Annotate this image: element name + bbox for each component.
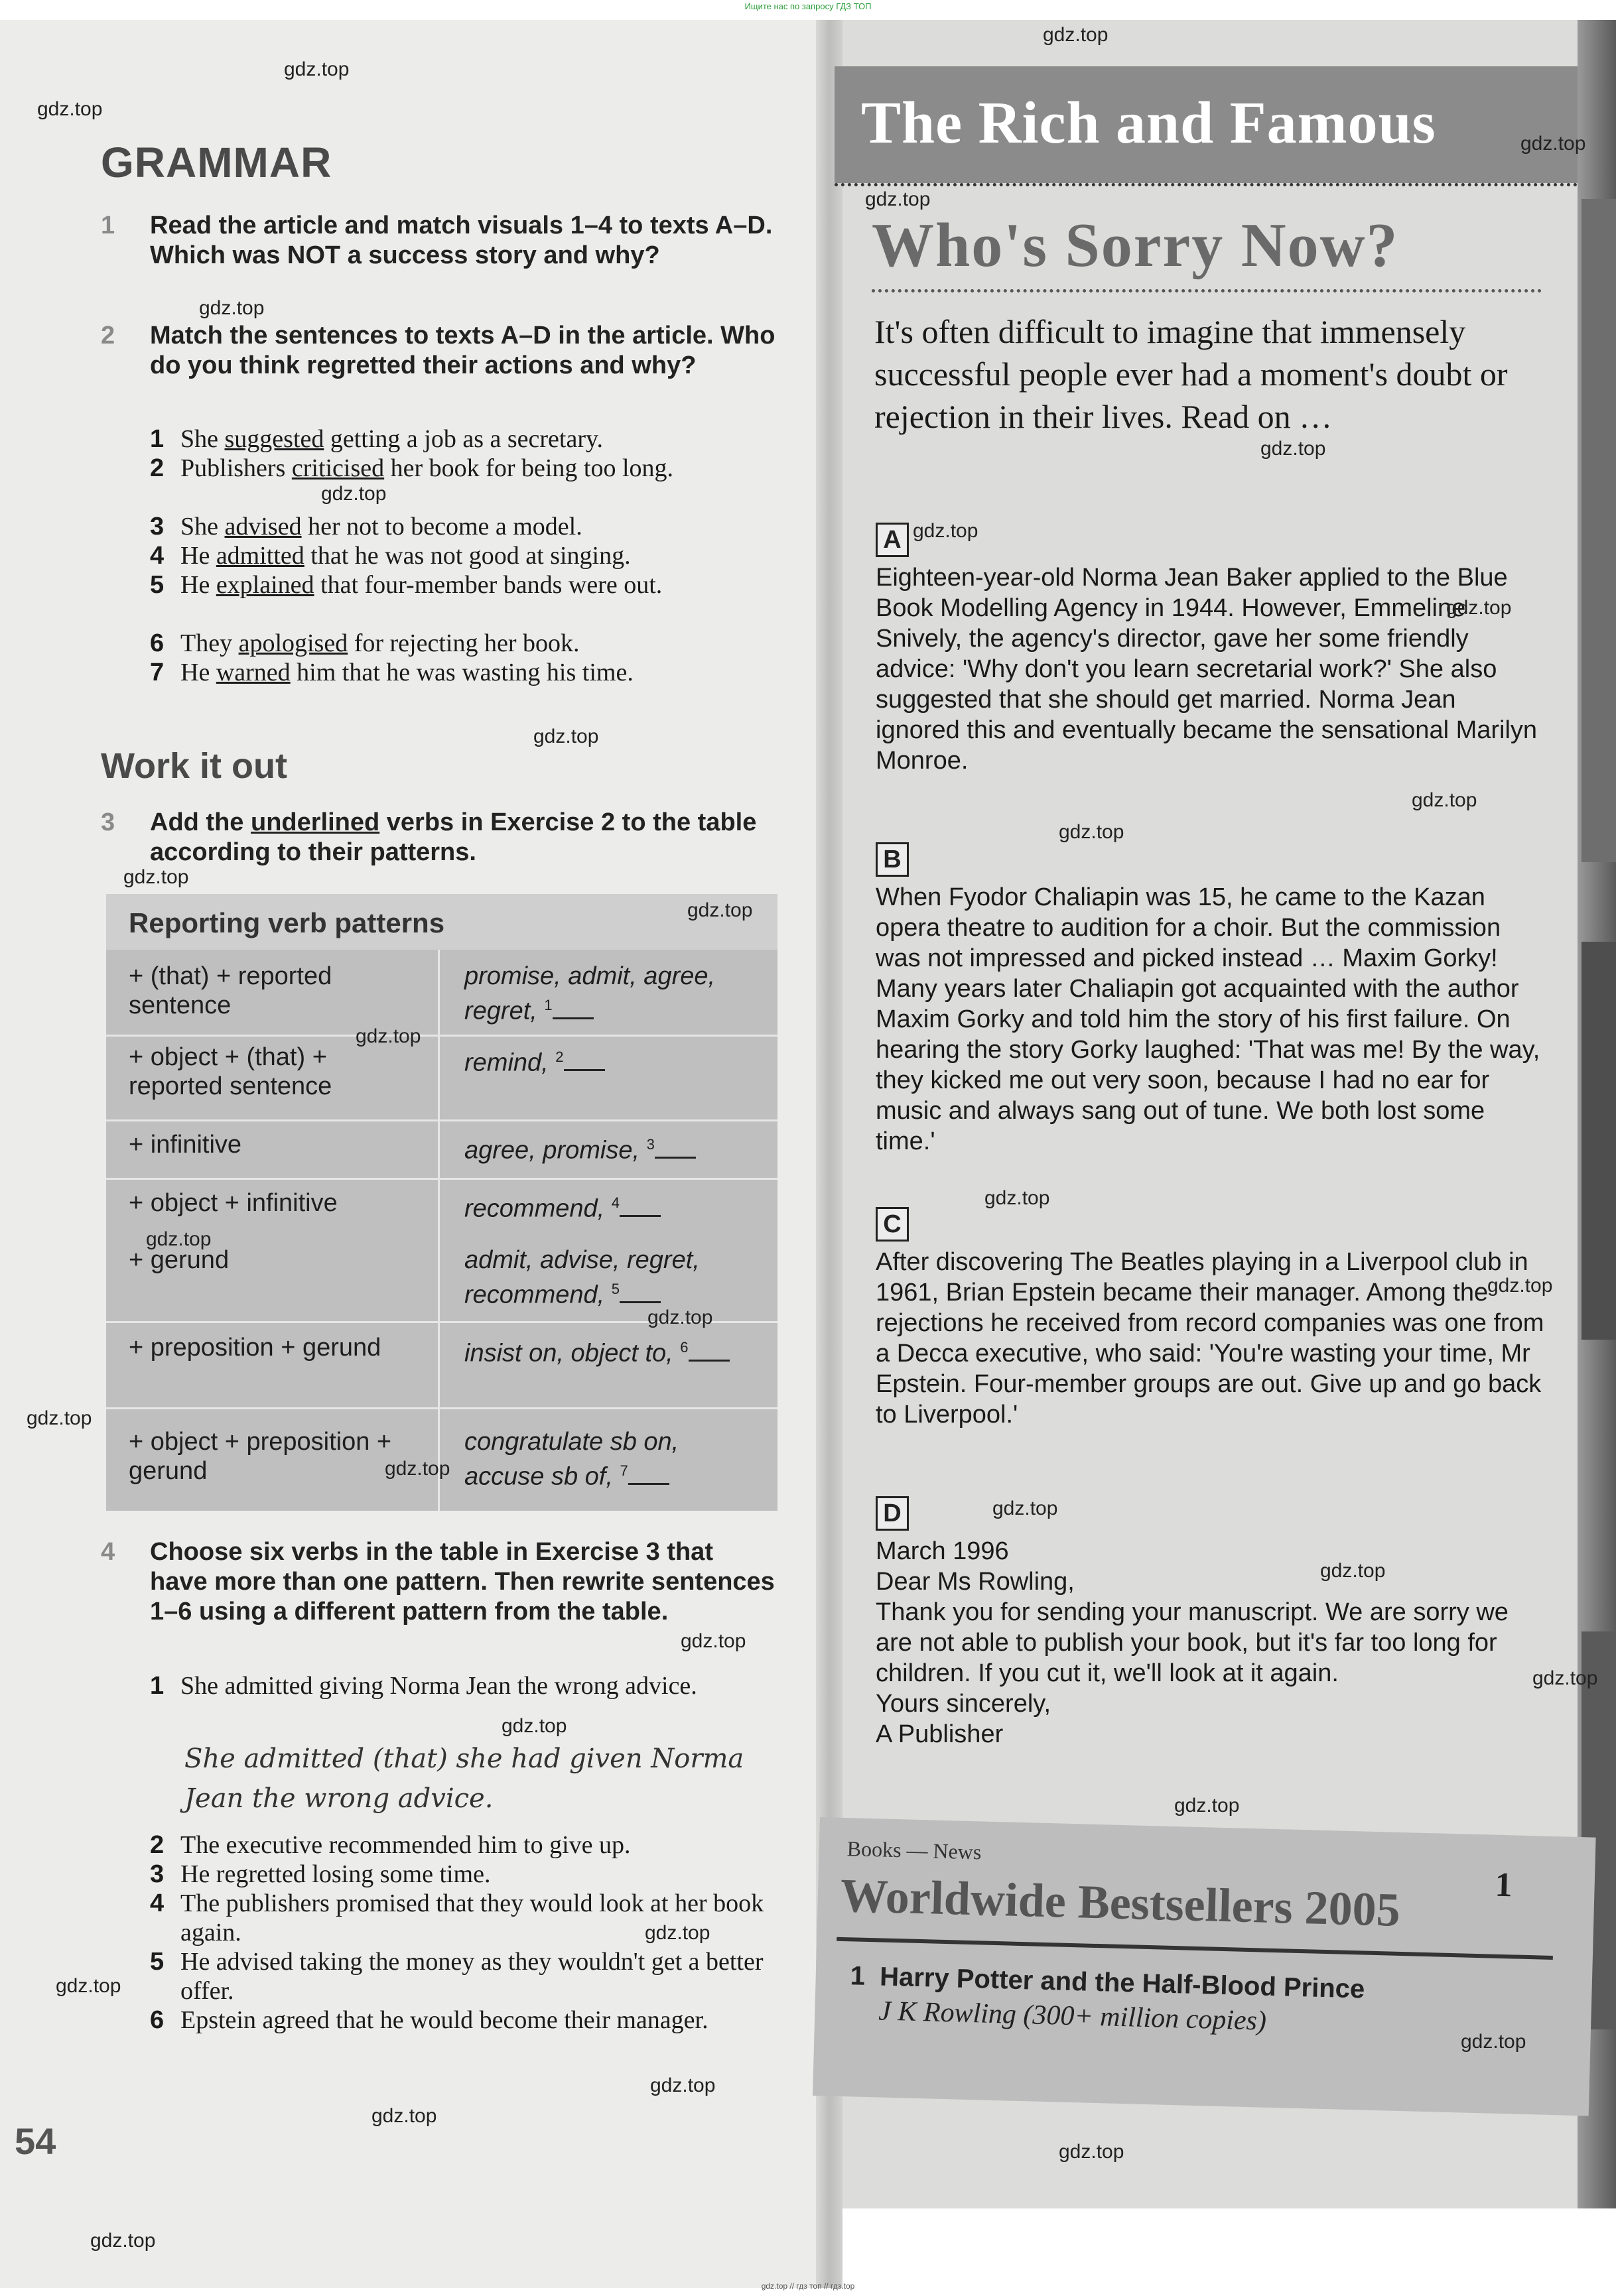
watermark: gdz.top [56,1975,121,1997]
reporting-verb-table [106,894,777,1511]
watermark: gdz.top [1461,2031,1526,2053]
exercise-1 [101,211,777,271]
watermark: gdz.top [356,1025,421,1047]
watermark: gdz.top [1260,438,1326,460]
watermark: gdz.top [992,1498,1058,1519]
watermark: gdz.top [1174,1795,1240,1817]
article-section-d [876,1536,1546,1750]
verbs-cell: promise, admit, agree, regret, $^1$ [464,962,716,1025]
verbs-cell: admit, advise, regret, recommend, $^5$ [464,1246,700,1309]
pattern-cell: + object + (that) + reported sentence [129,1043,332,1100]
watermark: gdz.top [90,2230,156,2252]
watermark: gdz.top [1412,789,1477,811]
letter-closing: Yours sincerely, [876,1690,1051,1718]
watermark: gdz.top [37,98,103,120]
ex2-sentence: 6 They apologised for rejecting her book. [150,629,580,657]
verbs-cell: remind, $^2$ [464,1043,763,1078]
underlined-verb: advised [224,513,302,541]
pattern-cell: + gerund [129,1246,230,1274]
grammar-heading: GRAMMAR [101,139,332,186]
exercise-instruction: Add the underlined verbs in Exercise 2 to the table according to their patterns. [150,808,757,866]
work-it-out-heading: Work it out [101,746,287,786]
photo-strip [1582,199,1616,862]
watermark: gdz.top [199,297,265,319]
clipping-title: Worldwide Bestsellers 2005 [839,1868,1401,1937]
pattern-cell: + (that) + reported sentence [129,962,332,1019]
underlined-verb: explained [216,571,314,599]
ex2-sentence: 2 Publishers criticised her book for being too long. [150,454,674,482]
section-banner [835,66,1578,183]
footer-note: gdz.top // гдз топ // гдз.top [761,2281,855,2291]
answer-gap[interactable] [689,1346,730,1362]
watermark: gdz.top [1059,2141,1124,2163]
watermark: gdz.top [1520,133,1586,155]
bestsellers-clipping [813,1817,1596,2116]
section-letter-c: C [876,1207,909,1242]
underlined-verb: apologised [238,629,348,657]
watermark: gdz.top [645,1922,710,1944]
ex2-sentence: 3 She advised her not to become a model. [150,513,582,541]
bestseller-entry: 1 Harry Potter and the Half-Blood Prince [850,1961,1365,2004]
table-header [106,894,777,950]
watermark: gdz.top [1446,597,1512,619]
pattern-cell: + infinitive [129,1131,242,1159]
watermark: gdz.top [385,1458,450,1480]
answer-gap[interactable] [620,1202,661,1217]
letter-greeting: Dear Ms Rowling, [876,1568,1075,1596]
ex4-sentence: 1 She admitted giving Norma Jean the wrong advice. [150,1672,697,1700]
example-answer: She admitted (that) she had given Norma Jean the wrong advice. [184,1744,744,1814]
pattern-cell: + preposition + gerund [129,1334,381,1362]
ex4-sentence: 4 The publishers promised that they would look at her book again. [150,1889,764,1946]
ex2-sentence: 4 He admitted that he was not good at singing. [150,542,631,570]
watermark: gdz.top [27,1407,92,1429]
exercise-number: 4 [101,1538,115,1566]
underlined-verb: admitted [216,542,304,570]
article-headline: Who's Sorry Now? [872,211,1399,280]
clipping-category: Books — News [846,1836,982,1864]
banner-title: The Rich and Famous [861,90,1436,156]
page-number: 54 [15,2120,56,2162]
article-section-a: Eighteen-year-old Norma Jean Baker applied to the Blue Book Modelling Agency in 1944. However, Emmeline Snively, the agency's director, gave her some friendly advice: 'Why don't you learn secretarial work?' She also suggested that she should get married. Norma Jean ignored this and eventually became the sensational Marilyn Monroe. [876,564,1538,775]
photo-strip [1582,942,1616,1340]
section-letter-b: B [876,842,909,877]
ex4-sentence: 6 Epstein agreed that he would become their manager. [150,2006,708,2034]
watermark: gdz.top [1059,821,1124,843]
ex2-sentence: 1 She suggested getting a job as a secretary. [150,425,604,453]
exercise-instruction: Choose six verbs in the table in Exercise 3 that have more than one pattern. Then rewrite sentences 1–6 using a different pattern from the table. [150,1538,775,1626]
exercise-number: 2 [101,322,115,350]
bestseller-author: J K Rowling (300+ million copies) [878,1996,1267,2037]
watermark: gdz.top [1043,24,1109,46]
exercise-instruction: Read the article and match visuals 1–4 to texts A–D. Which was NOT a success story and why? [150,212,773,269]
section-letter-d: D [876,1496,909,1531]
pattern-cell: + object + preposition + gerund [129,1428,392,1485]
watermark: gdz.top [123,866,189,888]
row-divider [106,1178,777,1180]
exercise-number: 3 [101,808,115,836]
article-section-c: After discovering The Beatles playing in a Liverpool club in 1961, Brian Epstein became their manager. Among the rejections he received from record companies was one from a Decca executive, who said: 'You're wasting your time, Mr Epstein. Four-member groups are out. Give up and go back to Liverpool.' [876,1248,1544,1429]
watermark: gdz.top [984,1187,1050,1209]
ex2-sentence: 5 He explained that four-member bands were out. [150,571,663,599]
exercise-4 [101,1537,777,1627]
answer-gap[interactable] [564,1056,605,1071]
watermark: gdz.top [647,1307,713,1328]
verbs-cell: recommend, $^4$ [464,1188,763,1224]
ex2-sentence: 7 He warned him that he was wasting his time. [150,659,634,686]
watermark: gdz.top [533,726,599,747]
answer-gap[interactable] [628,1470,669,1485]
answer-gap[interactable] [655,1143,696,1159]
exercise-instruction: Match the sentences to texts A–D in the article. Who do you think regretted their actions and why? [150,322,775,379]
clipping-rule [837,1937,1553,1960]
letter-signature: A Publisher [876,1720,1004,1748]
ex4-sentence: 3 He regretted losing some time. [150,1860,491,1888]
underlined-verb: criticised [291,454,385,482]
watermark: gdz.top [1320,1560,1386,1582]
row-divider [106,1407,777,1409]
article-intro: It's often difficult to imagine that immensely successful people ever had a moment's doubt or rejection in their lives. Read on … [874,313,1508,435]
header-search-note: Ищите нас по запросу ГДЗ ТОП [744,1,872,11]
dotted-rule [835,183,1578,186]
watermark: gdz.top [1487,1275,1553,1297]
watermark: gdz.top [284,58,350,80]
watermark: gdz.top [1532,1667,1598,1689]
verbs-cell: congratulate sb on, accuse sb of, $^7$ [464,1428,679,1491]
answer-gap[interactable] [553,1004,594,1019]
section-letter-a: A [876,523,909,557]
pattern-cell: + object + infinitive [129,1189,338,1217]
ex4-sentence: 5 He advised taking the money as they wouldn't get a better offer. [150,1948,764,2005]
watermark: gdz.top [371,2105,437,2127]
exercise-2 [101,321,777,381]
watermark: gdz.top [865,188,931,210]
exercise-3 [101,808,777,867]
watermark: gdz.top [650,2074,716,2096]
ex4-sentence: 2 The executive recommended him to give up. [150,1831,631,1859]
letter-body: Thank you for sending your manuscript. We are sorry we are not able to publish your book, but it's far too long for children. If you cut it, we'll look at it again. [876,1598,1509,1687]
column-divider [438,950,440,1511]
article-section-b: When Fyodor Chaliapin was 15, he came to the Kazan opera theatre to audition for a choir. But the commission was not impressed and picked instead … Maxim Gorky! Many years later Chaliapin got acquainted with the author Maxim Gorky and told him the story of his first failure. On hearing the story Gorky laughed: 'That was me! By the way, they kicked me out very soon, because I had no ear for music and always sang out of tune. We both lost some time.' [876,883,1540,1155]
row-divider [106,1119,777,1121]
watermark: gdz.top [681,1630,746,1652]
watermark: gdz.top [913,520,978,542]
row-divider [106,1035,777,1037]
watermark: gdz.top [687,899,753,921]
answer-gap[interactable] [620,1288,661,1303]
verbs-cell: insist on, object to, $^6$ [464,1333,763,1368]
underlined-verb: suggested [224,425,324,453]
watermark: gdz.top [502,1715,567,1737]
underlined-verb: warned [216,659,291,686]
verbs-cell: agree, promise, $^3$ [464,1130,763,1165]
table-title: Reporting verb patterns [129,907,445,938]
letter-date: March 1996 [876,1537,1009,1565]
exercise-number: 1 [101,212,115,239]
clipping-issue-number: 1 [1494,1866,1513,1905]
dotted-rule [872,289,1542,292]
watermark: gdz.top [146,1228,212,1250]
watermark: gdz.top [321,483,387,505]
